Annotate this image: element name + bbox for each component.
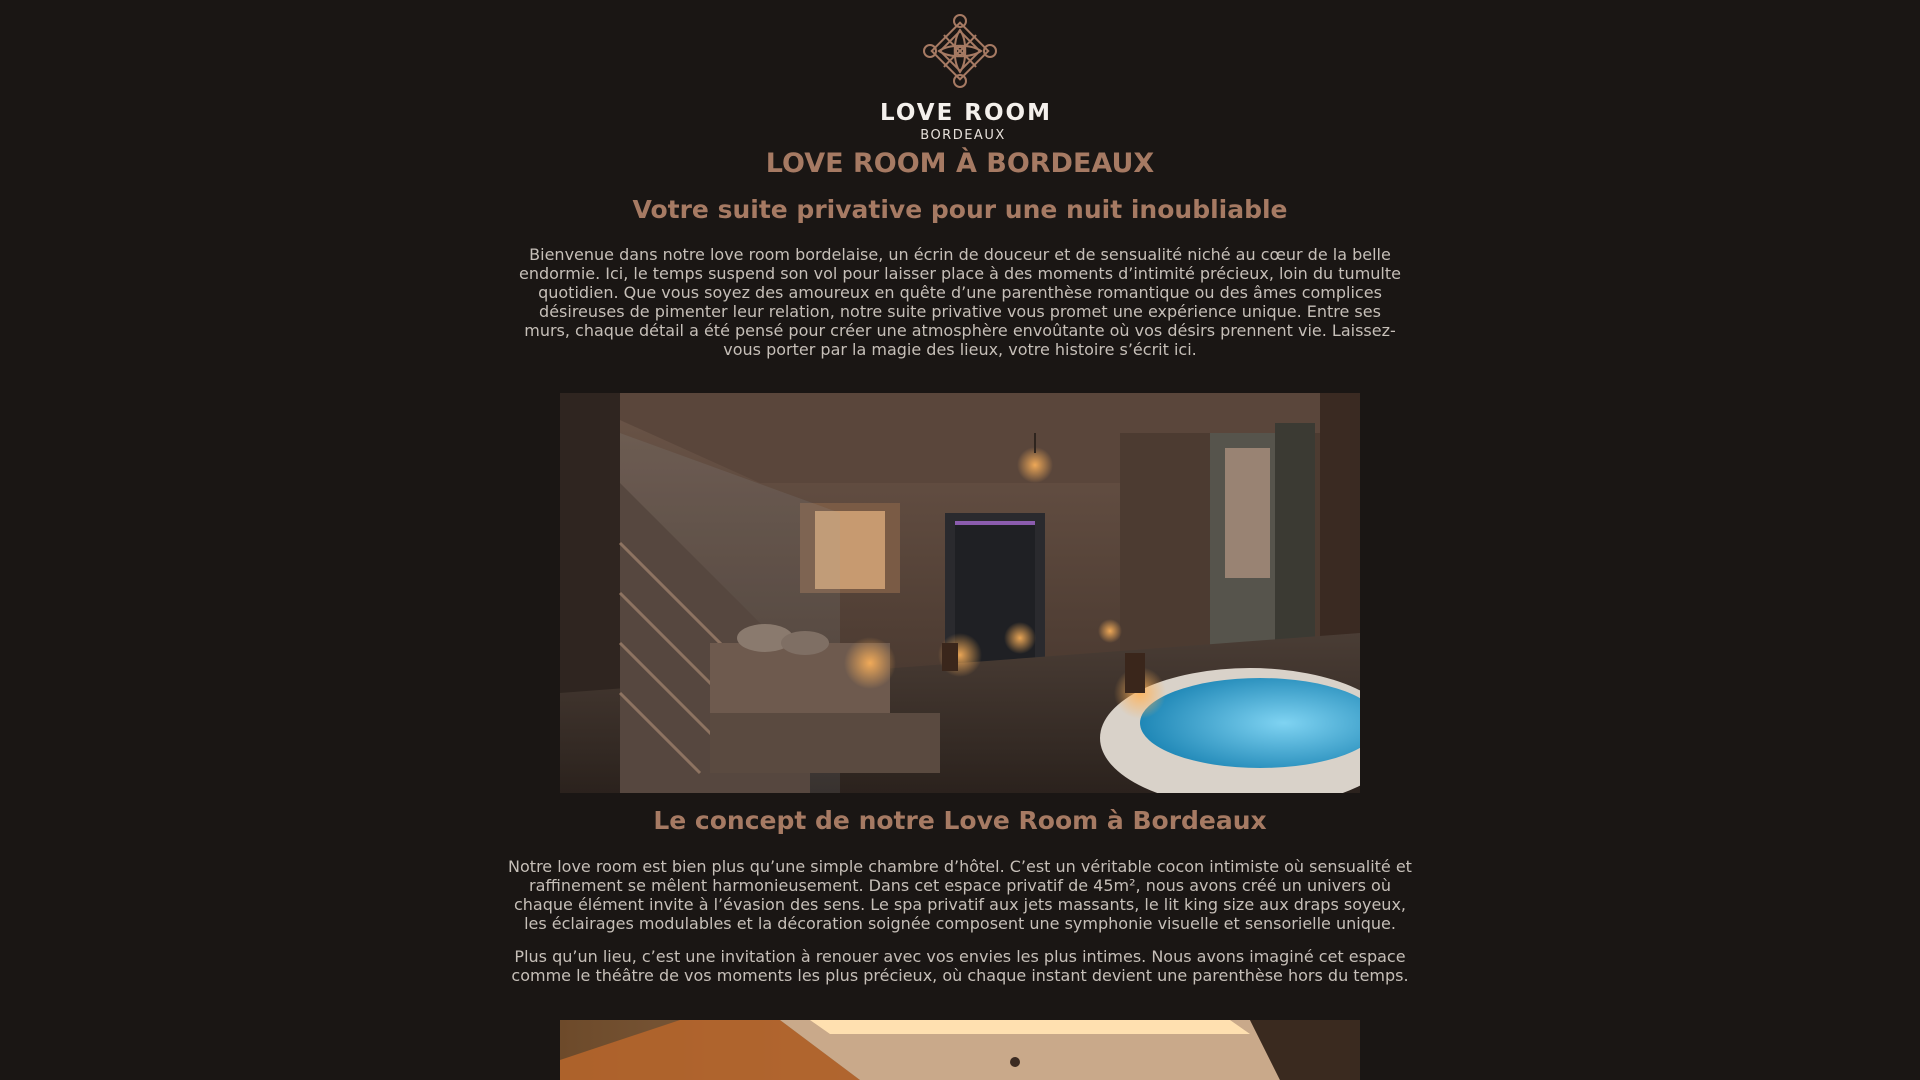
- suite-photo-2: [560, 1020, 1360, 1080]
- logo-title: LOVE ROOM: [880, 100, 1052, 126]
- suite-photo: [560, 393, 1360, 793]
- intro-paragraph: Bienvenue dans notre love room bordelaise, un écrin de douceur et de sensualité niché au cœur de la belle endormie. Ici, le temps suspend son vol pour laisser place à des moments d’intimité précieux, loin du tumulte quotidien. Que vous soyez des amoureux en quête d’une parenthèse romantique ou des âmes complices désireuses de pimenter leur relation, notre suite privative vous promet une expérience unique. Entre ses murs, chaque détail a été pensé pour créer une atmosphère envoûtante où vos désirs prennent vie. Laissez-vous porter par la magie des lieux, votre histoire s’écrit ici.: [519, 245, 1401, 359]
- page-subtitle: Votre suite privative pour une nuit inoubliable: [632, 195, 1288, 224]
- ornament-icon: [919, 10, 1001, 92]
- concept-paragraph-2: Plus qu’un lieu, c’est une invitation à renouer avec vos envies les plus intimes. Nous avons imaginé cet espace comme le théâtre de vos moments les plus précieux, où chaque instant devient une parenthèse hors du temps.: [511, 947, 1409, 985]
- concept-paragraph-1: Notre love room est bien plus qu’une simple chambre d’hôtel. C’est un véritable cocon intimiste où sensualité et raffinement se mêlent harmonieusement. Dans cet espace privatif de 45m², nous avons créé un univers où chaque élément invite à l’évasion des sens. Le spa privatif aux jets massants, le lit king size aux draps soyeux, les éclairages modulables et la décoration soignée composent une symphonie visuelle et sensorielle unique.: [508, 857, 1412, 933]
- page-title: LOVE ROOM À BORDEAUX: [765, 148, 1155, 179]
- logo-subtitle: BORDEAUX: [920, 128, 1006, 143]
- site-logo[interactable]: [0, 10, 1920, 143]
- concept-title: Le concept de notre Love Room à Bordeaux: [653, 806, 1267, 835]
